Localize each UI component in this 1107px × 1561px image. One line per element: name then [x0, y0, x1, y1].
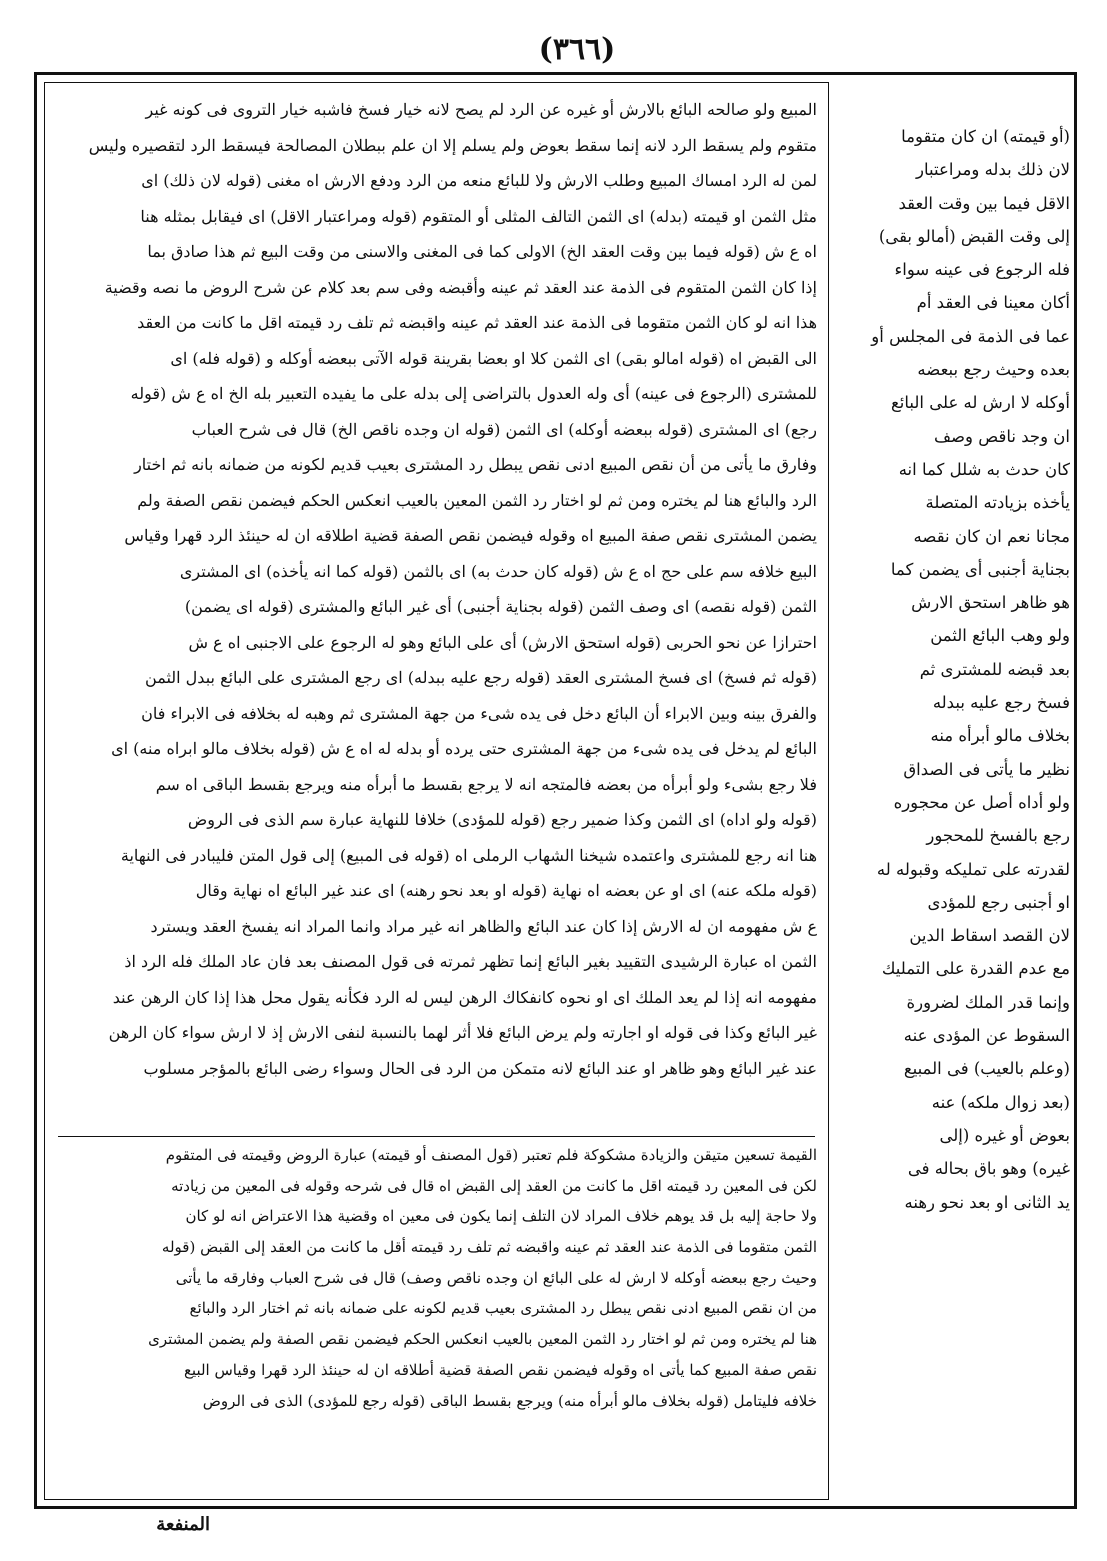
main-text-line: (قوله ثم فسخ) اى فسخ المشترى العقد (قوله رجع عليه ببدله) اى رجع المشترى على البائع ببدل الثمن — [145, 668, 817, 687]
catchword: المنفعة — [156, 1514, 210, 1535]
margin-text-line: الاقل فيما بين وقت العقد — [898, 193, 1070, 213]
margin-text-line: ولو وهب البائع الثمن — [930, 626, 1070, 646]
main-text-line: عند غير البائع وهو ظاهر او عند البائع لانه متمكن من الرد فى الحال وسواء رضى البائع بالمؤجر مسلوب — [143, 1058, 817, 1078]
margin-text-line: يأخذه بزيادته المتصلة — [925, 493, 1070, 513]
margin-text-line: او أجنبى رجع للمؤدى — [927, 892, 1070, 912]
main-text-line: الى القبض اه (قوله امالو بقى) اى الثمن كلا او بعضا بقرينة قوله الآتى ببعضه أوكله و (قوله فله) اى — [170, 348, 817, 368]
margin-text-line: ان وجد ناقص وصف — [933, 426, 1070, 446]
footnote-block — [58, 1140, 817, 1416]
main-text-line: غير البائع وكذا فى قوله او اجارته ولم يرض البائع فلا أثر لهما بالنسبة لنفى الارش إذ لا ارش سواء كان الرهن — [108, 1023, 817, 1042]
main-text-line: لمن له الرد امساك المبيع وطلب الارش ولا للبائع منعه من الرد ودفع الارش اه مغنى (قوله لان ذلك) اى — [141, 171, 817, 190]
footnote-line: وحيث رجع ببعضه أوكله لا ارش له على البائع ان وجده ناقص وصف) قال فى شرح العباب وفارقه ما يأتى — [175, 1268, 817, 1287]
main-text-line: إذا كان الثمن المتقوم فى الذمة عند العقد ثم عينه وأقبضه وفى سم بعد كلام عن شرح الروض ما نصه وقضية — [104, 277, 817, 297]
margin-text-line: إلى وقت القبض (أمالو بقى) — [878, 226, 1070, 246]
main-text-line: الثمن اه عبارة الرشيدى التقييد بغير البائع إنما تظهر ثمرته فى قول المصنف بعد فان عاد الملك فله الرد اذ — [124, 952, 817, 971]
main-text-line: وفارق ما يأتى من أن نقص المبيع ادنى نقص يبطل رد المشترى بعيب قديم لكونه من ضمانه بانه ثم اختار — [134, 455, 817, 474]
main-text-line: يضمن المشترى نقص صفة المبيع اه وقوله فيضمن نقص الصفة قضية اطلاقه ان له حينئذ الرد قهرا وقياس — [124, 526, 817, 545]
main-text-line: هذا انه لو كان الثمن متقوما فى الذمة عند العقد ثم عينه واقبضه ثم تلف رد قيمته اقل ما كانت من العقد — [137, 313, 817, 332]
footnote-line: ولا حاجة إليه بل قد يوهم خلاف المراد لان التلف إنما يكون فى معين اه وقضية هذا الاعتراض انه لو كان — [185, 1207, 817, 1226]
main-text-line: والفرق بينه وبين الابراء أن البائع دخل فى يده شىء من جهة المشترى ثم وهبه له بخلافه فى الابراء فان — [141, 703, 817, 723]
main-text-line: البائع لم يدخل فى يده شىء من جهة المشترى حتى يرده أو بدله له اه ع ش (قوله بخلاف مالو ابراه منه) اى — [111, 739, 817, 758]
page-number: (٣٦٦) — [538, 32, 616, 67]
main-text-line: مفهومه انه إذا لم يعد الملك اى او نحوه كانفكاك الرهن ليس له الرد فكأنه يقول محل هذا إذا كان الرهن عند — [112, 987, 817, 1007]
margin-text-line: غيره) وهو باق بحاله فى — [907, 1159, 1070, 1179]
margin-text-line: بعد قبضه للمشترى ثم — [919, 659, 1070, 679]
main-text-line: للمشترى (الرجوع فى عينه) أى وله العدول بالتراضى إلى بدله على ما يفيده التعبير بله الخ اه ع ش (قوله — [130, 384, 817, 403]
main-text-line: الرد والبائع هنا لم يختره ومن ثم لو اختار رد الثمن المعين بالعيب انعكس الحكم فيضمن نقص الصفة ولم — [137, 490, 817, 510]
footnote-line: القيمة تسعين متيقن والزيادة مشكوكة فلم تعتبر (قول المصنف أو قيمته) عبارة الروض وقيمته فى المتقوم — [165, 1146, 817, 1164]
main-text-line: ع ش مفهومه ان له الارش إذا كان عند البائع والظاهر انه غير مراد وانما المراد انه يفسخ العقد ويسترد — [150, 916, 817, 936]
main-commentary-block — [58, 92, 817, 1086]
margin-text-line: بعوض أو غيره (إلى — [939, 1125, 1070, 1145]
margin-text-line: (بعد زوال ملكه) عنه — [931, 1092, 1070, 1112]
footnote-separator — [58, 1136, 815, 1137]
main-text-line: رجع) اى المشترى (قوله ببعضه أوكله) اى الثمن (قوله ان وجده ناقص الخ) قال فى شرح العباب — [191, 419, 817, 439]
main-text-line: هنا انه رجع للمشترى واعتمده شيخنا الشهاب الرملى اه (قوله فى المبيع) إلى قول المتن فليبادر فى النهاية — [120, 845, 817, 865]
margin-text-line: أكان معينا فى العقد أم — [916, 293, 1070, 313]
main-text-line: الثمن (قوله نقصه) اى وصف الثمن (قوله بجناية أجنبى) أى غير البائع والمشترى (قوله اى يضمن) — [184, 597, 817, 616]
margin-text-line: يد الثانى او بعد نحو رهنه — [904, 1192, 1070, 1212]
margin-text-line: بجناية أجنبى أى يضمن كما — [890, 559, 1070, 579]
margin-text-line: رجع بالفسخ للمحجور — [926, 826, 1070, 846]
main-text-line: احترازا عن نحو الحربى (قوله استحق الارش) أى على البائع وهو له الرجوع على الاجنبى اه ع ش — [188, 632, 817, 652]
footnote-line: هنا لم يختره ومن ثم لو اختار رد الثمن المعين بالعيب انعكس الحكم فيضمن نقص الصفة ولم يضمن المشترى — [148, 1330, 817, 1349]
margin-text-line: بخلاف مالو أبرأه منه — [930, 726, 1070, 746]
main-text-line: (قوله ولو اداه) اى الثمن وكذا ضمير رجع (قوله للمؤدى) خلافا للنهاية عبارة سم الذى فى الروض — [187, 810, 817, 829]
margin-text-line: (أو قيمته) ان كان متقوما — [901, 127, 1070, 146]
margin-text-line: فسخ رجع عليه ببدله — [932, 693, 1070, 713]
margin-text-line: كان حدث به شلل كما انه — [898, 459, 1070, 479]
margin-text-line: لان القصد اسقاط الدين — [909, 926, 1070, 946]
margin-text-block — [838, 120, 1070, 1219]
margin-text-line: بعده وحيث رجع ببعضه — [917, 360, 1070, 380]
margin-text-line: السقوط عن المؤدى عنه — [903, 1026, 1070, 1046]
margin-text-line: مجانا نعم ان كان نقصه — [913, 526, 1070, 546]
margin-text-line: وإنما قدر الملك لضرورة — [906, 992, 1070, 1012]
footnote-line: نقص صفة المبيع كما يأتى اه وقوله فيضمن نقص الصفة قضية أطلاقه ان له حينئذ الرد قهرا وقياس البيع — [183, 1360, 817, 1379]
margin-text-line: لان ذلك بدله ومراعتبار — [916, 160, 1070, 180]
main-text-line: البيع خلافه سم على حج اه ع ش (قوله كان حدث به) اى بالثمن (قوله كما انه يأخذه) اى المشترى — [179, 561, 817, 581]
main-text-line: اه ع ش (قوله فيما بين وقت العقد الخ) الاولى كما فى المغنى والاسنى من وقت البيع ثم هذا صادق بما — [147, 242, 817, 261]
margin-text-line: لقدرته على تمليكه وقبوله له — [876, 859, 1070, 879]
margin-text-line: هو ظاهر استحق الارش — [911, 593, 1070, 613]
main-text-line: متقوم ولم يسقط الرد لانه إنما سقط بعوض ولم يسلم إلا ان علم ببطلان المصالحة فيسقط الرد لتقصيره وليس — [88, 135, 817, 155]
margin-text-line: نظير ما يأتى فى الصداق — [903, 759, 1070, 779]
footnote-line: من ان نقص المبيع ادنى نقص يبطل رد المشترى بعيب قديم لكونه على ضمانه بانه ثم اختار الرد والبائع — [189, 1299, 817, 1318]
footnote-line: لكن فى المعين رد قيمته اقل ما كانت من العقد إلى القبض اه قال فى شرحه وقوله فى المعين من زيادته — [171, 1176, 817, 1195]
margin-text-line: عما فى الذمة فى المجلس أو — [871, 326, 1070, 346]
margin-text-line: أوكله لا ارش له على البائع — [891, 393, 1070, 413]
margin-text-line: (وعلم بالعيب) فى المبيع — [903, 1059, 1070, 1079]
footnote-line: الثمن متقوما فى الذمة عند العقد ثم عينه واقبضه ثم تلف رد قيمته أقل ما كانت من العقد إلى القبض (قوله — [161, 1238, 817, 1257]
main-text-line: مثل الثمن او قيمته (بدله) اى الثمن التالف المثلى أو المتقوم (قوله ومراعتبار الاقل) اى فيقابل بمثله هنا — [140, 206, 817, 226]
margin-text-line: ولو أداه أصل عن محجوره — [893, 792, 1070, 812]
margin-text-line: مع عدم القدرة على التمليك — [881, 959, 1070, 979]
main-text-line: فلا رجع بشىء ولو أبرأه من بعضه فالمتجه انه لا يرجع بقسط ما أبرأه منه ويرجع بقسط الباقى اه سم — [155, 774, 817, 794]
margin-text-line: فله الرجوع فى عينه سواء — [894, 260, 1070, 280]
footnote-line: خلافه فليتامل (قوله بخلاف مالو أبرأه منه) ويرجع بقسط الباقى (قوله رجع للمؤدى) الذى فى الروض — [202, 1391, 817, 1410]
main-text-line: (قوله ملكه عنه) اى او عن بعضه اه نهاية (قوله او بعد نحو رهنه) اى عند غير البائع اه نهاية وقال — [195, 881, 817, 900]
main-text-line: المبيع ولو صالحه البائع بالارش أو غيره عن الرد لم يصح لانه خيار فسخ فاشبه خيار التروى فى كونه غير — [145, 100, 817, 119]
